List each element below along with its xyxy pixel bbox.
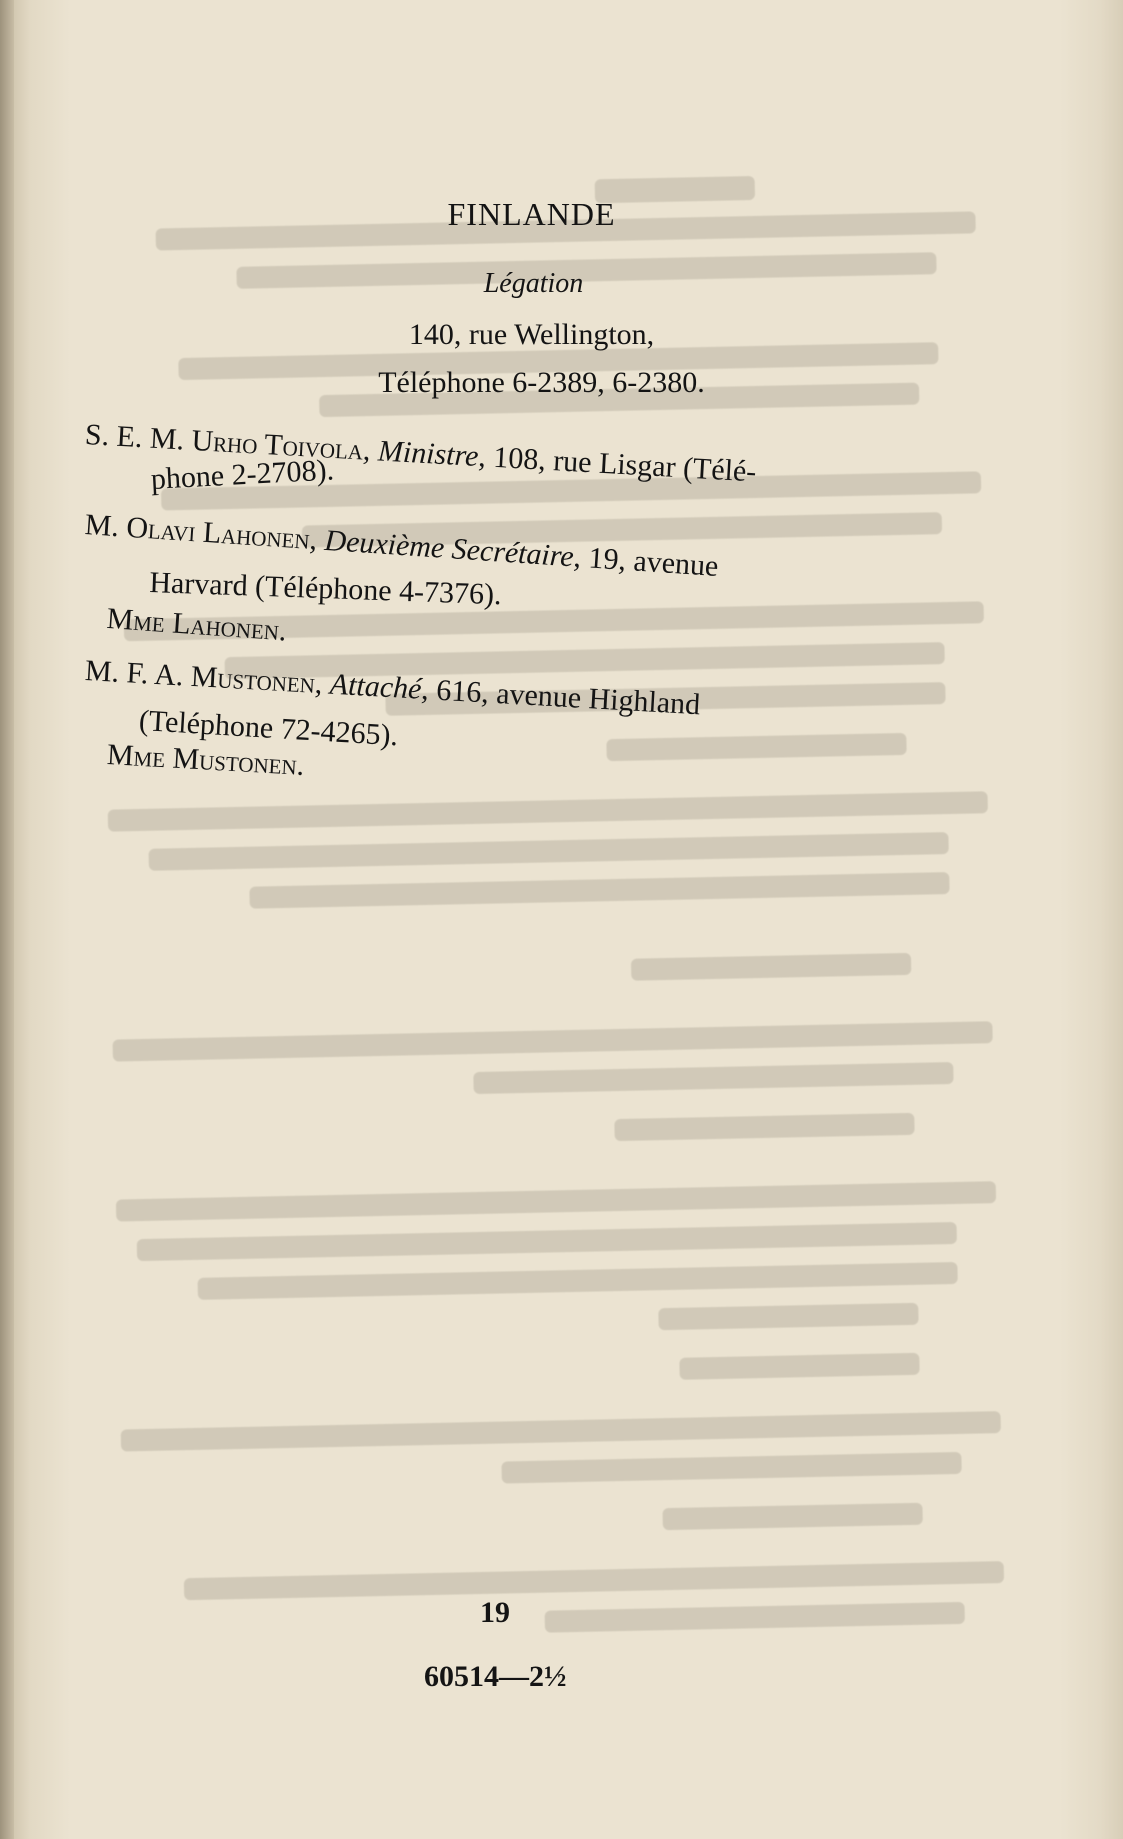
entry-3-separator: , bbox=[314, 666, 331, 701]
entry-2-spouse: Mme Lahonen. bbox=[105, 602, 288, 648]
entry-3-spouse: Mme Mustonen. bbox=[106, 738, 306, 782]
entry-2-name: Olavi Lahonen bbox=[125, 510, 311, 556]
entry-1-separator: , bbox=[362, 433, 380, 468]
page-number: 19 bbox=[480, 1596, 510, 1629]
entry-3-details: , 616, avenue Highland bbox=[420, 672, 702, 722]
entry-2-prefix: M. bbox=[83, 508, 128, 544]
entry-2-title: Deuxième Secrétaire bbox=[323, 523, 575, 574]
entry-1-prefix: S. E. M. bbox=[84, 418, 193, 457]
page-heading: FINLANDE bbox=[447, 196, 616, 232]
entry-3-line-2: (Teléphone 72-4265). bbox=[138, 704, 400, 753]
entry-1-line-2: phone 2-2708). bbox=[150, 453, 335, 496]
section-subheading: Légation bbox=[483, 268, 584, 299]
entry-2-details: , 19, avenue bbox=[572, 540, 720, 584]
legation-telephone: Téléphone 6-2389, 6-2380. bbox=[378, 366, 705, 399]
entry-1-title: Ministre bbox=[377, 434, 480, 473]
entry-2-line-2: Harvard (Téléphone 4-7376). bbox=[148, 566, 503, 612]
entry-3-prefix: M. F. A. bbox=[84, 654, 192, 693]
entry-3-name: Mustonen bbox=[189, 659, 316, 700]
entry-2-separator: , bbox=[308, 522, 326, 557]
print-code: 60514—2½ bbox=[424, 1660, 567, 1693]
entry-1-details: , 108, rue Lisgar (Télé- bbox=[477, 439, 758, 489]
legation-address: 140, rue Wellington, bbox=[408, 318, 655, 351]
entry-1-name: Urho Toivola bbox=[190, 423, 365, 467]
entry-3-title: Attaché bbox=[329, 667, 423, 706]
